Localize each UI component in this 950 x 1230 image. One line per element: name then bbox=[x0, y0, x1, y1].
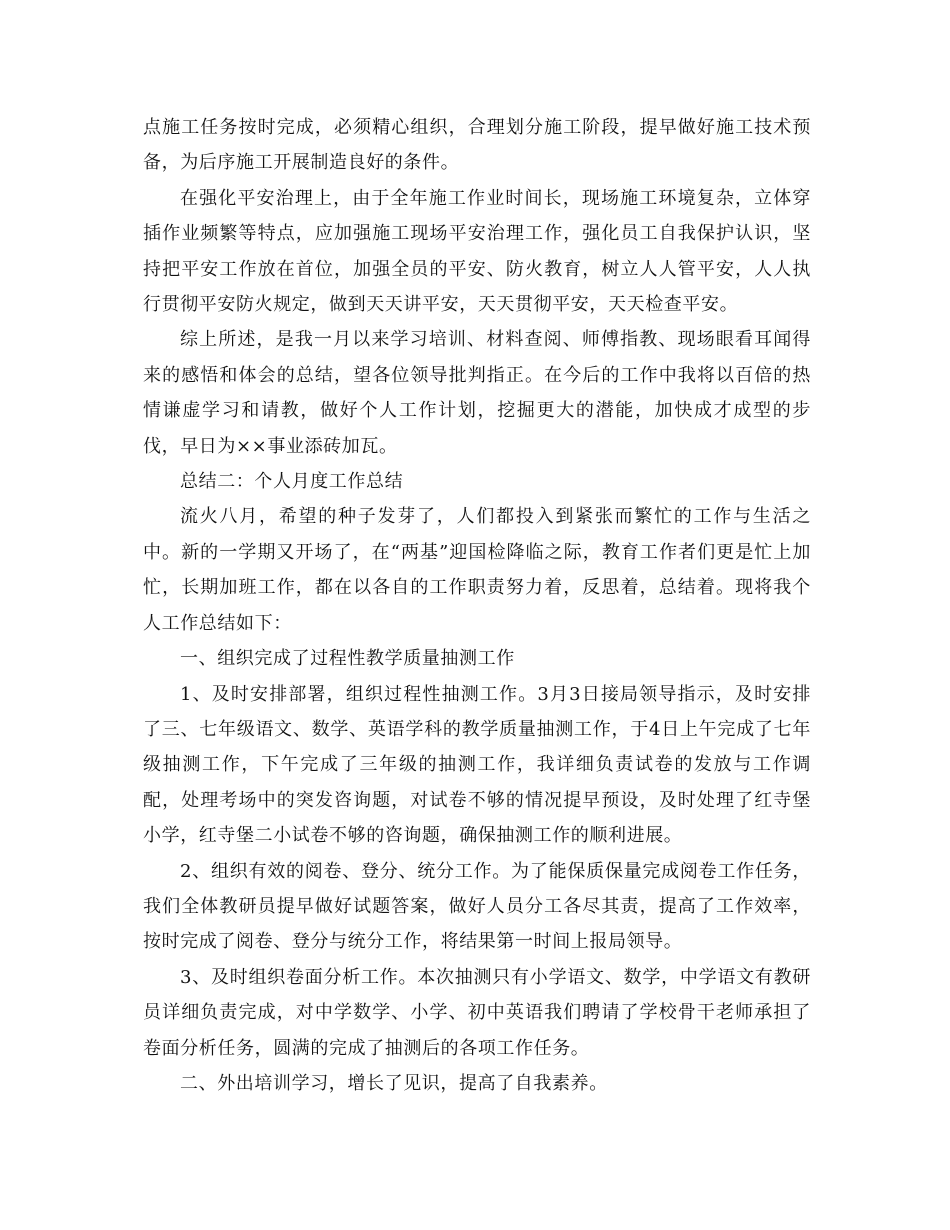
paragraph-safety-management: 在强化平安治理上，由于全年施工作业时间长，现场施工环境复杂，立体穿插作业频繁等特点，应加强施工现场平安治理工作，强化员工自我保护认识，坚持把平安工作放在首位，加强全员的平安、防火教育，树立人人管平安，人人执行贯彻平安防火规定，做到天天讲平安，天天贯彻平安，天天检查平安。 bbox=[143, 187, 811, 316]
section-heading-two: 二、外出培训学习，增长了见识，提高了自我素养。 bbox=[180, 1072, 608, 1094]
paragraph-item-two: 2、组织有效的阅卷、登分、统分工作。为了能保质保量完成阅卷工作任务，我们全体教研员提早做好试题答案，做好人员分工各尽其责，提高了工作效率，按时完成了阅卷、登分与统分工作，将结果第一时间上报局领导。 bbox=[143, 860, 811, 953]
paragraph-continuation: 点施工任务按时完成，必须精心组织，合理划分施工阶段，提早做好施工技术预备，为后序施工开展制造良好的条件。 bbox=[143, 117, 811, 174]
section-heading-one: 一、组织完成了过程性教学质量抽测工作 bbox=[180, 648, 515, 670]
paragraph-conclusion: 综上所述，是我一月以来学习培训、材料查阅、师傅指教、现场眼看耳闻得来的感悟和体会的总结，望各位领导批判指正。在今后的工作中我将以百倍的热情谦虚学习和请教，做好个人工作计划，挖掘更大的潜能，加快成才成型的步伐，早日为××事业添砖加瓦。 bbox=[143, 329, 811, 457]
paragraph-item-three: 3、及时组织卷面分析工作。本次抽测只有小学语文、数学，中学语文有教研员详细负责完成，对中学数学、小学、初中英语我们聘请了学校骨干老师承担了卷面分析任务，圆满的完成了抽测后的各项工作任务。 bbox=[143, 966, 811, 1059]
paragraph-introduction: 流火八月，希望的种子发芽了，人们都投入到紧张而繁忙的工作与生活之中。新的一学期又开场了，在“两基”迎国检降临之际，教育工作者们更是忙上加忙，长期加班工作，都在以各自的工作职责努力着，反思着，总结着。现将我个人工作总结如下： bbox=[143, 506, 811, 634]
document-body bbox=[143, 110, 811, 1101]
section-heading-summary-two: 总结二：个人月度工作总结 bbox=[180, 471, 404, 493]
paragraph-item-one: 1、及时安排部署，组织过程性抽测工作。3月3日接局领导指示，及时安排了三、七年级语文、数学、英语学科的教学质量抽测工作，于4日上午完成了七年级抽测工作，下午完成了三年级的抽测工作，我详细负责试卷的发放与工作调配，处理考场中的突发咨询题，对试卷不够的情况提早预设，及时处理了红寺堡小学，红寺堡二小试卷不够的咨询题，确保抽测工作的顺利进展。 bbox=[143, 683, 811, 847]
